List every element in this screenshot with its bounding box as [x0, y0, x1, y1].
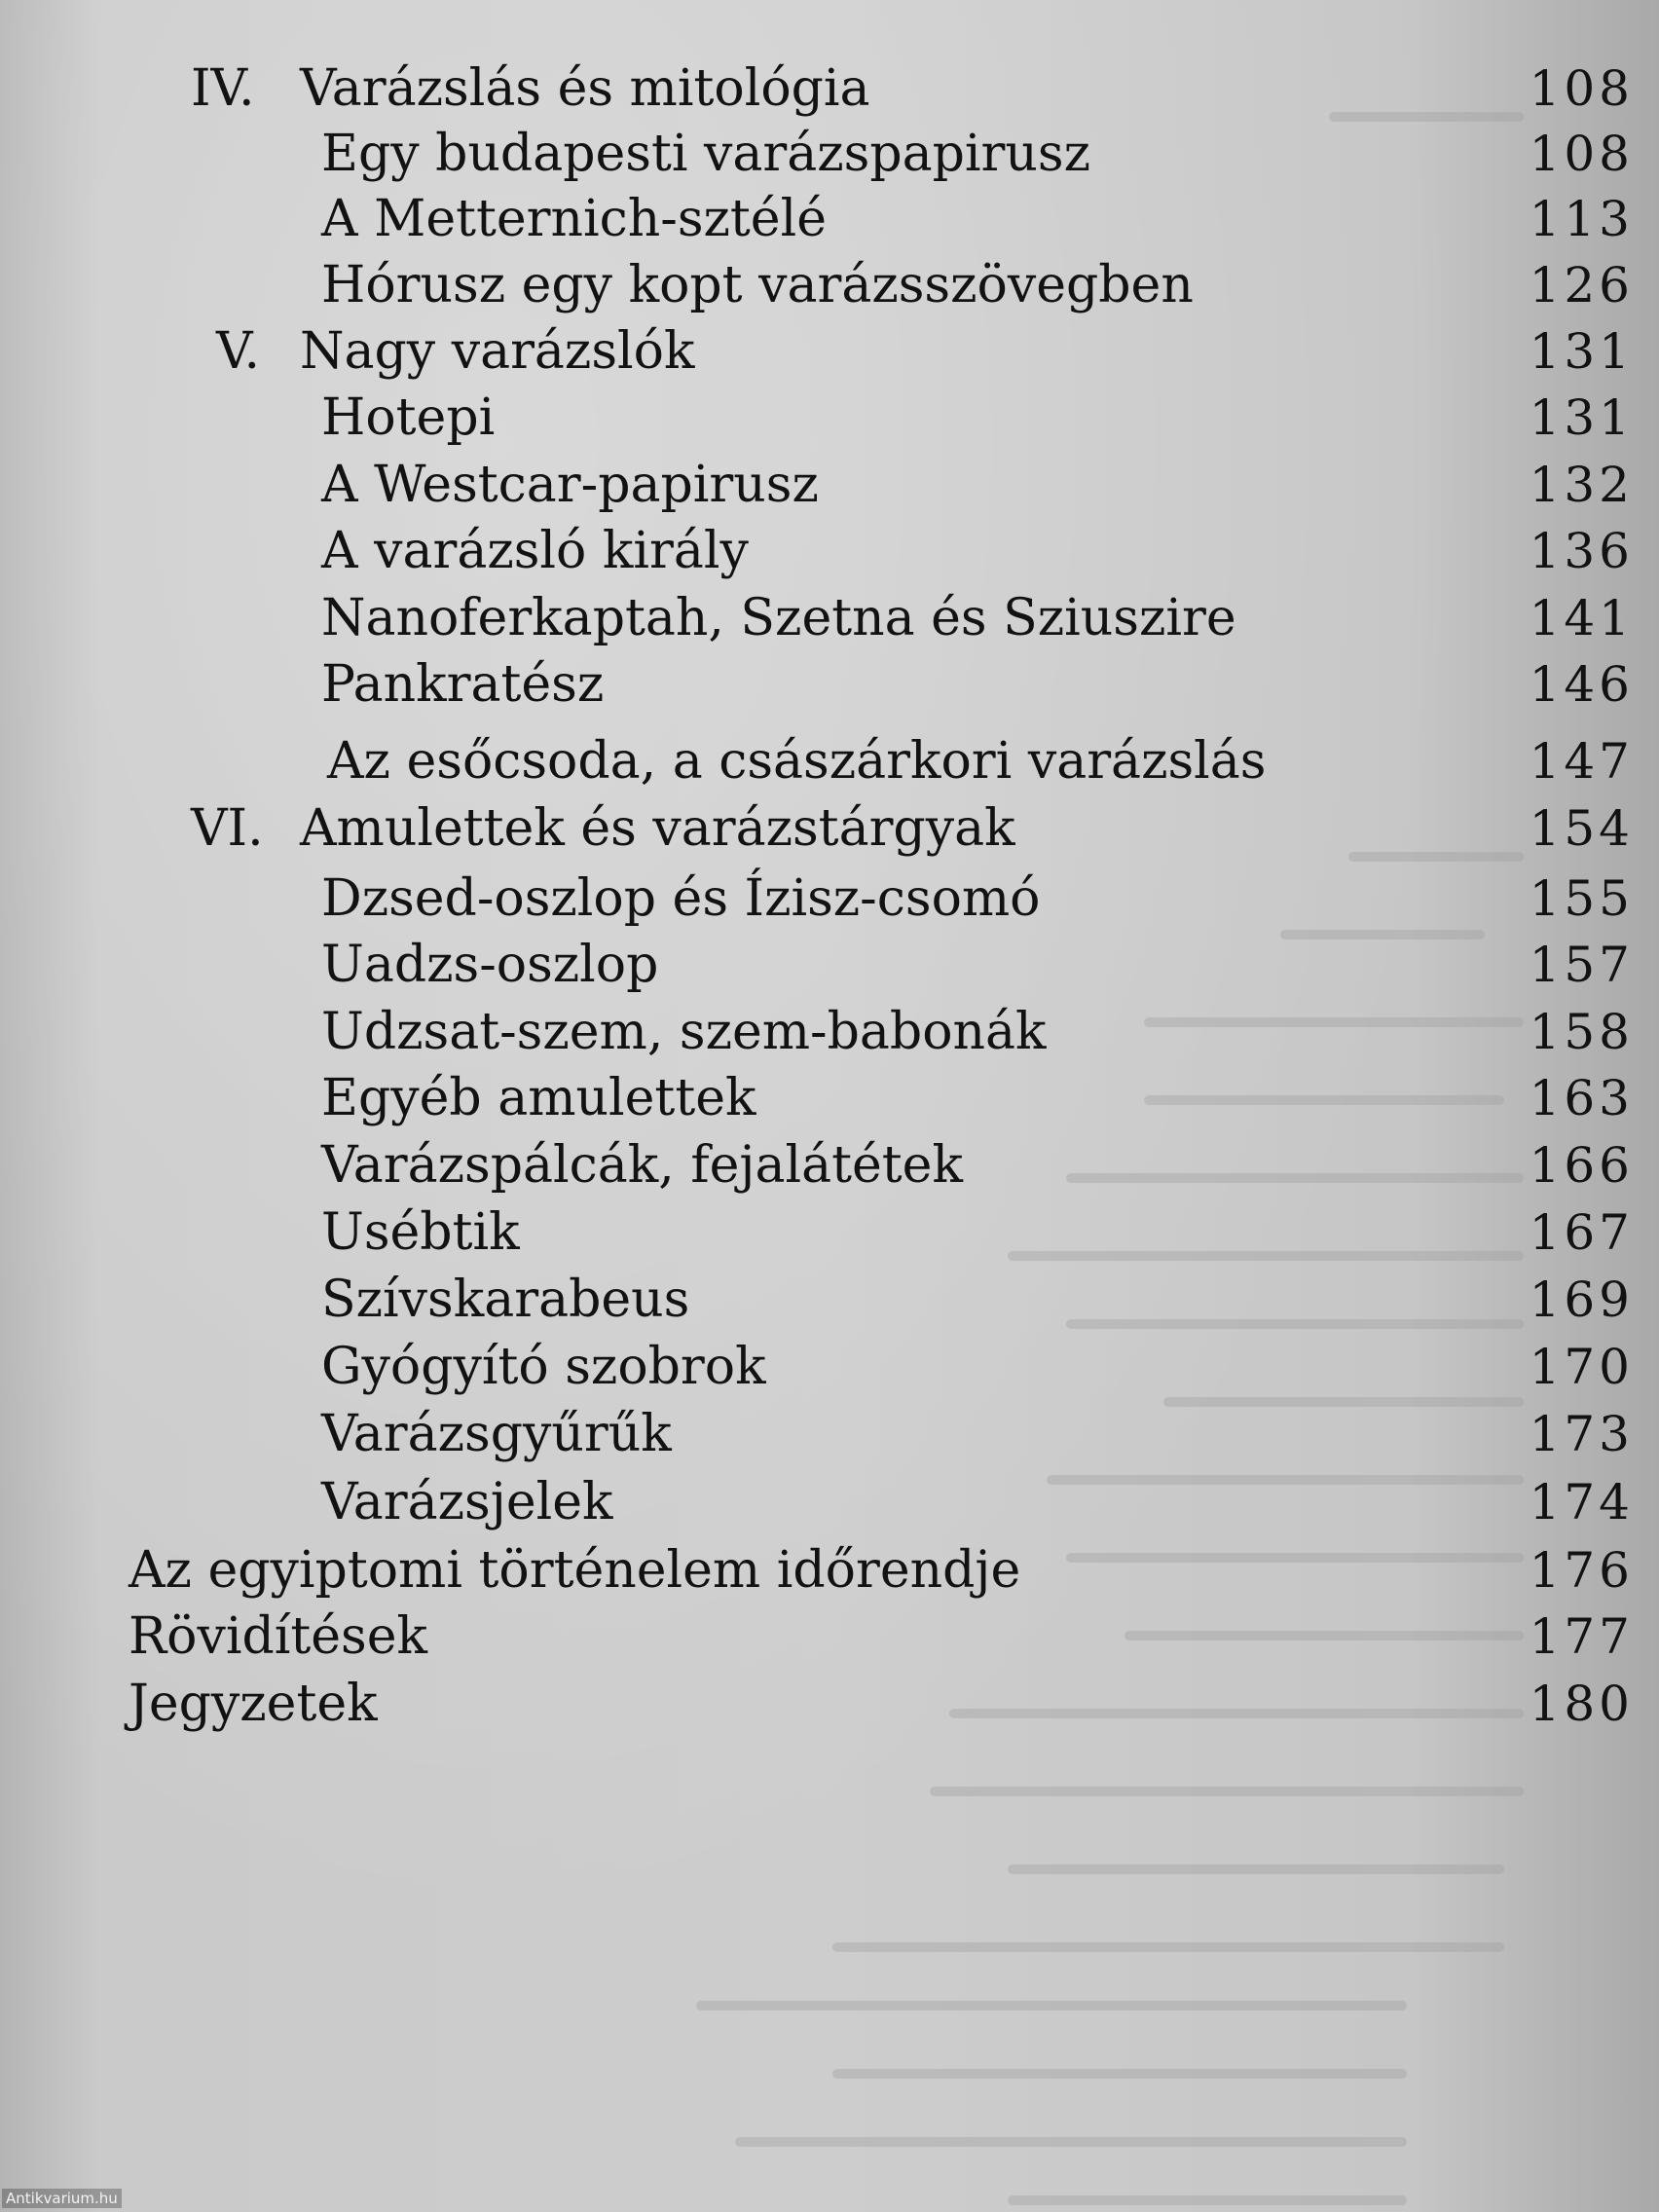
toc-entry-title: Hotepi: [321, 388, 496, 447]
toc-entry-title: Egyéb amulettek: [321, 1069, 756, 1127]
toc-page-number: 174: [1529, 1474, 1634, 1530]
toc-entry: [0, 319, 1659, 384]
toc-page-number: 170: [1529, 1339, 1634, 1395]
toc-page-number: 113: [1529, 191, 1634, 247]
toc-entry-title: Varázsgyűrűk: [321, 1405, 672, 1463]
toc-entry-title: Udzsat-szem, szem-babonák: [321, 1003, 1047, 1061]
chapter-title: Varázslás és mitológia: [300, 59, 870, 118]
toc-entry: [0, 933, 1659, 997]
toc-entry: [0, 122, 1659, 186]
toc-page-number: 141: [1529, 590, 1634, 646]
toc-entry-title: Szívskarabeus: [321, 1271, 690, 1329]
toc-entry-title: Dzsed-oszlop és Ízisz-csomó: [321, 869, 1041, 928]
toc-entry: [0, 1000, 1659, 1064]
toc-page-number: 158: [1529, 1004, 1634, 1060]
toc-page-number: 163: [1529, 1070, 1634, 1126]
toc-page-number: 136: [1529, 523, 1634, 579]
toc-entry-title: A Westcar-papirusz: [321, 456, 819, 514]
toc-entry-title: A Metternich-sztélé: [321, 190, 827, 248]
toc-entry: [0, 253, 1659, 317]
toc-entry: [0, 1538, 1659, 1603]
toc-entry: [0, 1066, 1659, 1130]
toc-page-number: 176: [1529, 1542, 1634, 1599]
toc-entry: [0, 519, 1659, 583]
toc-entry: [0, 56, 1659, 121]
toc-entry: [0, 1335, 1659, 1399]
toc-entry-title: Pankratész: [321, 655, 605, 714]
toc-entry-title: [216, 319, 694, 384]
toc-entry-title: [191, 796, 1015, 861]
toc-page-number: 108: [1529, 60, 1634, 117]
toc-page-number: 146: [1529, 656, 1634, 713]
toc-entry-title: Gyógyító szobrok: [321, 1338, 766, 1396]
toc-page-number: 173: [1529, 1406, 1634, 1462]
toc-page-number: 167: [1529, 1204, 1634, 1261]
source-watermark: Antikvarium.hu: [2, 2189, 122, 2208]
toc-entry-title: A varázsló király: [321, 522, 749, 580]
toc-page-number: 154: [1529, 800, 1634, 857]
toc-page-number: 177: [1529, 1608, 1634, 1665]
toc-entry: [0, 1402, 1659, 1466]
chapter-number: VI.: [191, 799, 264, 858]
toc-page-number: 166: [1529, 1137, 1634, 1194]
toc-entry-title: Hórusz egy kopt varázsszövegben: [321, 256, 1194, 314]
toc-entry-title: Varázsjelek: [321, 1473, 613, 1531]
toc-entry: [0, 386, 1659, 450]
toc-entry: [0, 652, 1659, 717]
chapter-number: IV.: [191, 59, 255, 118]
toc-entry-title: Nanoferkaptah, Szetna és Sziuszire: [321, 589, 1236, 647]
toc-entry: [0, 1604, 1659, 1669]
toc-page-number: 131: [1529, 323, 1634, 380]
toc-entry: [0, 866, 1659, 931]
toc-entry: [0, 1470, 1659, 1534]
toc-page-number: 157: [1529, 937, 1634, 993]
chapter-number: V.: [216, 322, 260, 381]
toc-entry-title: Jegyzetek: [129, 1675, 378, 1733]
toc-page-number: 132: [1529, 457, 1634, 513]
chapter-title: Nagy varázslók: [300, 322, 695, 381]
toc-page-number: 126: [1529, 257, 1634, 313]
chapter-title: Amulettek és varázstárgyak: [300, 799, 1015, 858]
toc-entry-title: [191, 56, 870, 121]
toc-entry-title: Uadzs-oszlop: [321, 936, 659, 994]
toc-entry: [0, 796, 1659, 861]
toc-page-number: 169: [1529, 1272, 1634, 1328]
toc-entry-title: Rövidítések: [129, 1607, 428, 1666]
toc-entry: [0, 586, 1659, 650]
toc-entry-title: Az esőcsoda, a császárkori varázslás: [327, 732, 1267, 791]
toc-entry: [0, 453, 1659, 517]
toc-entry: [0, 1133, 1659, 1198]
toc-entry-title: Varázspálcák, fejalátétek: [321, 1136, 963, 1195]
toc-page-number: 147: [1529, 733, 1634, 790]
toc-page-number: 155: [1529, 870, 1634, 927]
toc-entry: [0, 1672, 1659, 1736]
toc-page-number: 108: [1529, 126, 1634, 182]
toc-page-number: 131: [1529, 389, 1634, 446]
toc-entry-title: Egy budapesti varázspapirusz: [321, 125, 1090, 183]
toc-entry: [0, 1200, 1659, 1265]
toc-entry: [0, 187, 1659, 251]
toc-entry: [0, 1268, 1659, 1332]
toc-entry-title: Az egyiptomi történelem időrendje: [129, 1541, 1021, 1600]
toc-page-number: 180: [1529, 1676, 1634, 1732]
toc-entry: [0, 729, 1659, 793]
toc-entry-title: Usébtik: [321, 1203, 520, 1262]
